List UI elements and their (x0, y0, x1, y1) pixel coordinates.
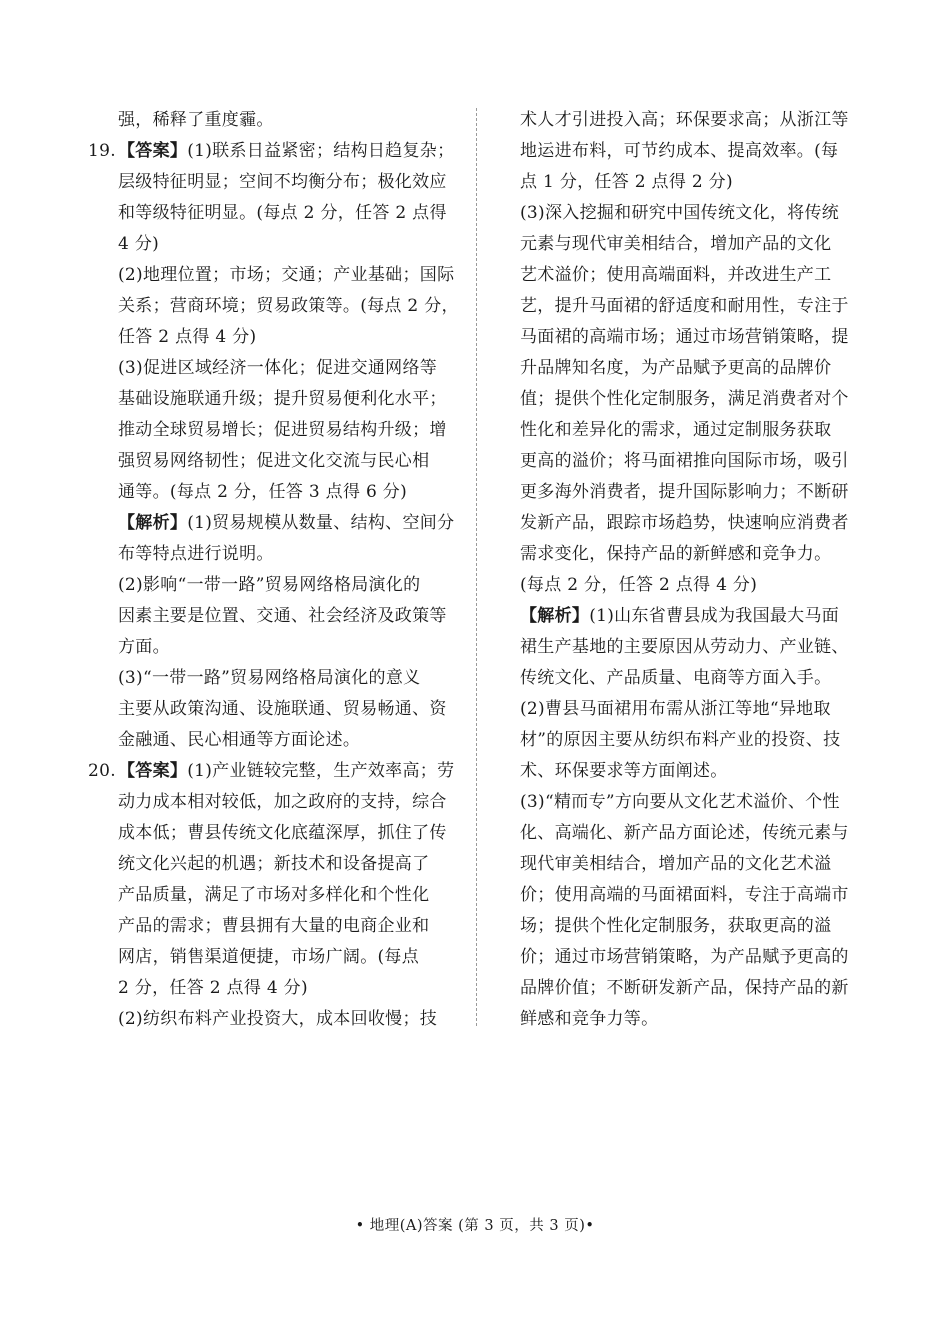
text-line: 化、高端化、新产品方面论述，传统元素与 (520, 823, 849, 843)
text-line: 价；通过市场营销策略，为产品赋予更高的 (520, 947, 849, 967)
text-line: 术、环保要求等方面阐述。 (520, 761, 728, 781)
text-line: 布等特点进行说明。 (118, 544, 274, 564)
text-line: 统文化兴起的机遇；新技术和设备提高了 (118, 854, 430, 874)
text-line: 值；提供个性化定制服务，满足消费者对个 (520, 389, 849, 409)
text-line: 金融通、民心相通等方面论述。 (118, 730, 361, 750)
text-line: 网店，销售渠道便捷，市场广阔。(每点 (118, 947, 420, 967)
text-line: 产品的需求；曹县拥有大量的电商企业和 (118, 916, 430, 936)
text-line: 性化和差异化的需求，通过定制服务获取 (520, 420, 832, 440)
analysis-tag: 【解析】 (520, 606, 590, 626)
text-line: (2)影响“一带一路”贸易网络格局演化的 (118, 575, 421, 595)
question-19-answer-first-line (88, 136, 460, 167)
text-line: (3)促进区域经济一体化；促进交通网络等 (118, 358, 438, 378)
text-line: 鲜感和竞争力等。 (520, 1009, 659, 1029)
text-line: 主要从政策沟通、设施联通、贸易畅通、资 (118, 699, 447, 719)
text-line: (每点 2 分，任答 2 点得 4 分) (520, 575, 758, 595)
text-line: (3)“精而专”方向要从文化艺术溢价、个性 (520, 792, 840, 812)
text-line: 品牌价值；不断研发新产品，保持产品的新 (520, 978, 849, 998)
text-line: 点 1 分，任答 2 点得 2 分) (520, 172, 733, 192)
text-line: 升品牌知名度，为产品赋予更高的品牌价 (520, 358, 832, 378)
text-line: 关系；营商环境；贸易政策等。(每点 2 分， (118, 296, 459, 316)
text-line: 任答 2 点得 4 分) (118, 327, 257, 347)
text-line: (1)贸易规模从数量、结构、空间分 (187, 513, 455, 533)
text-line: 2 分，任答 2 点得 4 分) (118, 978, 308, 998)
text-line: 艺，提升马面裙的舒适度和耐用性，专注于 (520, 296, 849, 316)
answer-tag: 【答案】 (118, 761, 188, 781)
text-line: 材”的原因主要从纺织布料产业的投资、技 (520, 730, 841, 750)
text-line: 成本低；曹县传统文化底蕴深厚，抓住了传 (118, 823, 447, 843)
text-line: 4 分) (118, 234, 160, 254)
question-20-answer-first-line (88, 756, 460, 787)
text-line: 场；提供个性化定制服务，获取更高的溢 (520, 916, 832, 936)
text-line: (1)山东省曹县成为我国最大马面 (589, 606, 840, 626)
text-line: 传统文化、产品质量、电商等方面入手。 (520, 668, 832, 688)
text-line: (3)“一带一路”贸易网络格局演化的意义 (118, 668, 421, 688)
text-line: (1)产业链较完整，生产效率高；劳 (187, 761, 455, 781)
text-line: 术人才引进投入高；环保要求高；从浙江等 (520, 110, 849, 130)
question-20-analysis-first-line (520, 601, 865, 632)
text-line: (3)深入挖掘和研究中国传统文化，将传统 (520, 203, 840, 223)
page-footer: • 地理(A)答案 (第 3 页，共 3 页)• (355, 1218, 595, 1234)
text-line: (2)地理位置；市场；交通；产业基础；国际 (118, 265, 455, 285)
right-column (520, 105, 865, 1035)
text-line: 强，稀释了重度霾。 (118, 110, 274, 130)
text-line: 动力成本相对较低，加之政府的支持，综合 (118, 792, 447, 812)
text-line: 和等级特征明显。(每点 2 分，任答 2 点得 (118, 203, 447, 223)
text-line: 推动全球贸易增长；促进贸易结构升级；增 (118, 420, 447, 440)
question-19-analysis-first-line (88, 508, 460, 539)
text-line: 需求变化，保持产品的新鲜感和竞争力。 (520, 544, 832, 564)
text-line: 地运进布料，可节约成本、提高效率。(每 (520, 141, 839, 161)
question-number: 19. (88, 141, 116, 161)
text-line: 裙生产基地的主要原因从劳动力、产业链、 (520, 637, 849, 657)
text-line: 方面。 (118, 637, 170, 657)
text-line: 发新产品，跟踪市场趋势，快速响应消费者 (520, 513, 849, 533)
text-line: 层级特征明显；空间不均衡分布；极化效应 (118, 172, 447, 192)
text-line: 产品质量，满足了市场对多样化和个性化 (118, 885, 430, 905)
answer-tag: 【答案】 (118, 141, 188, 161)
text-line: (1)联系日益紧密；结构日趋复杂； (187, 141, 455, 161)
left-column (88, 105, 460, 1035)
analysis-tag: 【解析】 (118, 513, 188, 533)
text-line: 现代审美相结合，增加产品的文化艺术溢 (520, 854, 832, 874)
text-line: 艺术溢价；使用高端面料，并改进生产工 (520, 265, 832, 285)
text-line: 价；使用高端的马面裙面料，专注于高端市 (520, 885, 849, 905)
text-line: (2)纺织布料产业投资大，成本回收慢；技 (118, 1009, 438, 1029)
text-line: 马面裙的高端市场；通过市场营销策略，提 (520, 327, 849, 347)
text-line: (2)曹县马面裙用布需从浙江等地“异地取 (520, 699, 831, 719)
text-line: 通等。(每点 2 分，任答 3 点得 6 分) (118, 482, 408, 502)
text-line: 因素主要是位置、交通、社会经济及政策等 (118, 606, 447, 626)
text-line: 基础设施联通升级；提升贸易便利化水平； (118, 389, 447, 409)
text-line: 更高的溢价；将马面裙推向国际市场，吸引 (520, 451, 849, 471)
text-line: 元素与现代审美相结合，增加产品的文化 (520, 234, 832, 254)
column-divider (476, 108, 477, 1026)
text-line: 强贸易网络韧性；促进文化交流与民心相 (118, 451, 430, 471)
text-line: 更多海外消费者，提升国际影响力；不断研 (520, 482, 849, 502)
question-number: 20. (88, 761, 116, 781)
